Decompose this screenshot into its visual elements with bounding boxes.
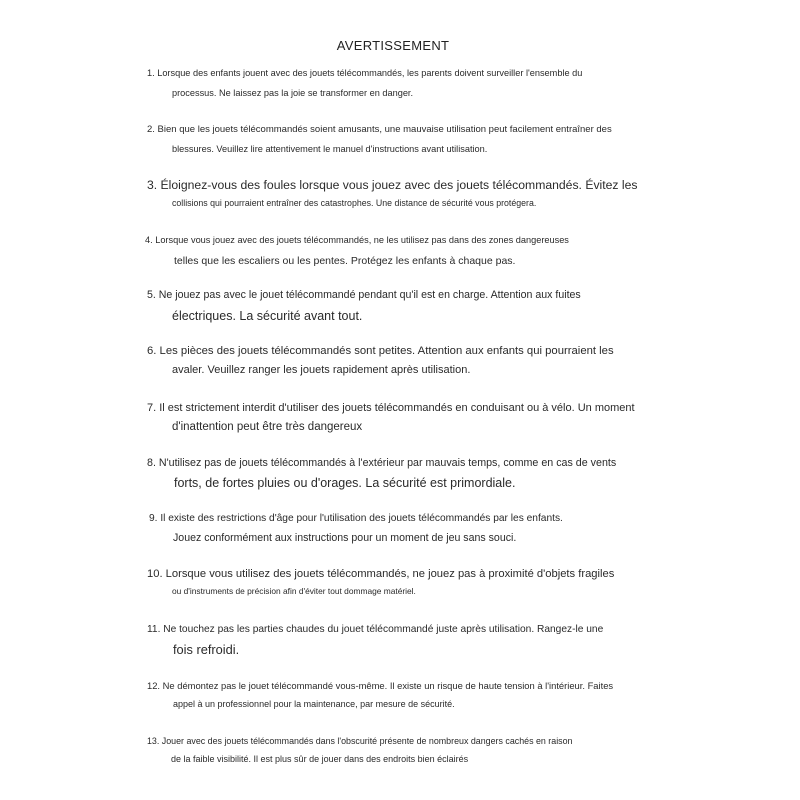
warning-item-line1: 13. Jouer avec des jouets télécommandés dans l'obscurité présente de nombreux dangers cachés en raison — [147, 736, 573, 746]
warning-item-line2: de la faible visibilité. Il est plus sûr de jouer dans des endroits bien éclairés — [171, 754, 469, 764]
warning-item-line2: fois refroidi. — [173, 642, 240, 657]
warning-item-line1: 9. Il existe des restrictions d'âge pour l'utilisation des jouets télécommandés par les enfants. — [149, 513, 563, 524]
warning-item-line2: forts, de fortes pluies ou d'orages. La sécurité est primordiale. — [174, 476, 516, 490]
warning-item-line2: processus. Ne laissez pas la joie se transformer en danger. — [172, 88, 414, 98]
warning-item-line2: appel à un professionnel pour la maintenance, par mesure de sécurité. — [173, 699, 455, 709]
warning-item-line1: 4. Lorsque vous jouez avec des jouets télécommandés, ne les utilisez pas dans des zones dangereuses — [145, 235, 569, 245]
warning-title: AVERTISSEMENT — [336, 38, 450, 53]
warning-item-line1: 12. Ne démontez pas le jouet télécommandé vous-même. Il existe un risque de haute tension à l'intérieur. Faites — [147, 680, 614, 691]
warning-item-line1: 5. Ne jouez pas avec le jouet télécommandé pendant qu'il est en charge. Attention aux fuites — [147, 289, 581, 301]
warning-item-line1: 8. N'utilisez pas de jouets télécommandés à l'extérieur par mauvais temps, comme en cas de vents — [147, 457, 617, 469]
warning-item-line2: Jouez conformément aux instructions pour un moment de jeu sans souci. — [173, 532, 517, 544]
warning-item-line1: 6. Les pièces des jouets télécommandés sont petites. Attention aux enfants qui pourraient les — [147, 345, 614, 357]
warning-item-line2: électriques. La sécurité avant tout. — [172, 309, 363, 323]
warning-item-line2: d'inattention peut être très dangereux — [172, 421, 363, 433]
warning-item-line2: blessures. Veuillez lire attentivement le manuel d'instructions avant utilisation. — [172, 144, 488, 154]
warning-item-line2: avaler. Veuillez ranger les jouets rapidement après utilisation. — [172, 364, 471, 376]
warning-item-line2: ou d'instruments de précision afin d'éviter tout dommage matériel. — [172, 586, 416, 596]
warning-item-line1: 3. Éloignez-vous des foules lorsque vous jouez avec des jouets télécommandés. Évitez les — [147, 178, 638, 192]
warning-item-line1: 7. Il est strictement interdit d'utiliser des jouets télécommandés en conduisant ou à vélo. Un moment — [147, 402, 635, 414]
warning-item-line2: collisions qui pourraient entraîner des catastrophes. Une distance de sécurité vous protégera. — [172, 198, 537, 208]
warning-item-line1: 1. Lorsque des enfants jouent avec des jouets télécommandés, les parents doivent surveiller l'ensemble du — [147, 68, 583, 78]
warning-item-line1: 2. Bien que les jouets télécommandés soient amusants, une mauvaise utilisation peut facilement entraîner des — [147, 124, 612, 135]
warning-item-line2: telles que les escaliers ou les pentes. Protégez les enfants à chaque pas. — [174, 255, 516, 267]
warning-item-line1: 11. Ne touchez pas les parties chaudes du jouet télécommandé juste après utilisation. Rangez-le une — [147, 624, 604, 635]
warning-item-line1: 10. Lorsque vous utilisez des jouets télécommandés, ne jouez pas à proximité d'objets fragiles — [147, 568, 615, 580]
